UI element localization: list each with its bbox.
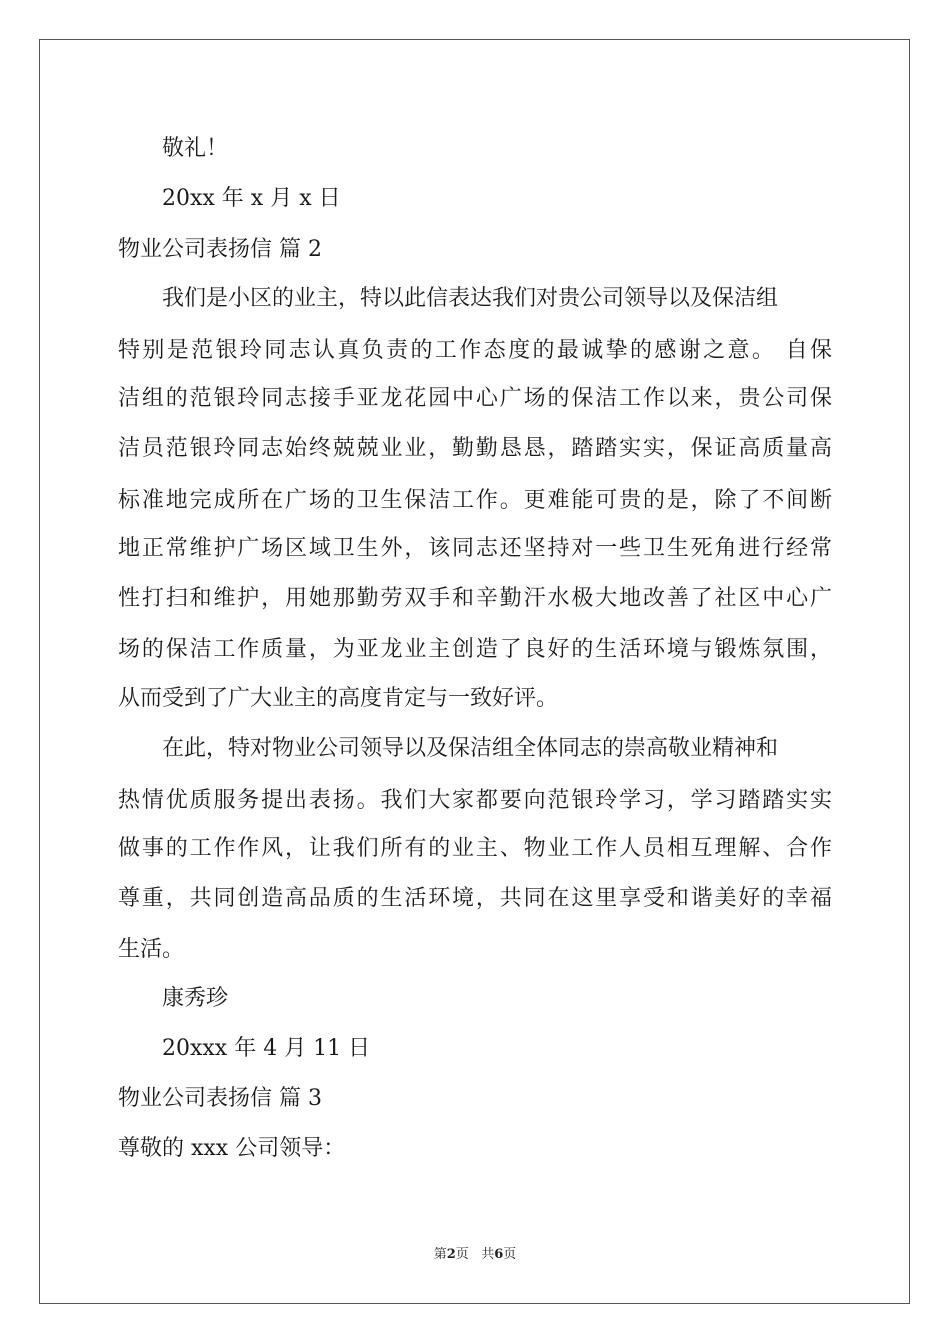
letter3-salutation: 尊敬的 xxx 公司领导： (118, 1136, 346, 1161)
letter2-paragraph2-line: 在此，特对物业公司领导以及保洁组全体同志的崇高敬业精神和 (162, 736, 779, 761)
letter2-paragraph1-line: 性打扫和维护，用她那勤劳双手和辛勤汗水极大地改善了社区中心广 (118, 586, 832, 611)
letter3-heading: 物业公司表扬信 篇 3 (118, 1086, 322, 1111)
letter2-paragraph1-line: 地正常维护广场区域卫生外，该同志还坚持对一些卫生死角进行经常 (118, 536, 832, 561)
closing-date: 20xx 年 x 月 x 日 (162, 186, 341, 211)
page-footer (0, 1246, 950, 1264)
letter2-paragraph2-line: 做事的工作作风，让我们所有的业主、物业工作人员相互理解、合作 (118, 836, 832, 861)
letter2-paragraph1-line: 从而受到了广大业主的高度肯定与一致好评。 (118, 686, 559, 711)
footer-total-pages: 6 (494, 1247, 504, 1262)
closing-salute: 敬礼！ (162, 136, 229, 161)
footer-total-prefix: 共 (481, 1247, 495, 1262)
page-border (39, 39, 910, 1304)
letter2-paragraph1-line: 洁员范银玲同志始终兢兢业业，勤勤恳恳，踏踏实实，保证高质量高 (118, 436, 832, 461)
footer-total-suffix: 页 (503, 1247, 517, 1262)
footer-page-number: 2 (446, 1247, 456, 1262)
letter2-paragraph2-line: 尊重，共同创造高品质的生活环境，共同在这里享受和谐美好的幸福 (118, 886, 832, 911)
footer-page-suffix: 页 (455, 1247, 469, 1262)
letter2-paragraph2-line: 生活。 (118, 937, 185, 962)
letter2-paragraph1-line: 洁组的范银玲同志接手亚龙花园中心广场的保洁工作以来，贵公司保 (118, 386, 832, 411)
footer-page-prefix: 第 (433, 1247, 447, 1262)
letter2-paragraph1-line: 场的保洁工作质量，为亚龙业主创造了良好的生活环境与锻炼氛围， (118, 637, 832, 662)
letter2-heading: 物业公司表扬信 篇 2 (118, 237, 322, 262)
letter2-signature: 康秀珍 (162, 986, 229, 1011)
letter2-paragraph2-line: 热情优质服务提出表扬。我们大家都要向范银玲学习，学习踏踏实实 (118, 788, 832, 813)
letter2-paragraph1-line: 标准地完成所在广场的卫生保洁工作。更难能可贵的是，除了不间断 (118, 488, 832, 513)
letter2-paragraph1-line: 我们是小区的业主，特以此信表达我们对贵公司领导以及保洁组 (162, 286, 779, 311)
letter2-paragraph1-line: 特别是范银玲同志认真负责的工作态度的最诚挚的感谢之意。 自保 (118, 338, 832, 363)
letter2-date: 20xxx 年 4 月 11 日 (162, 1036, 371, 1061)
